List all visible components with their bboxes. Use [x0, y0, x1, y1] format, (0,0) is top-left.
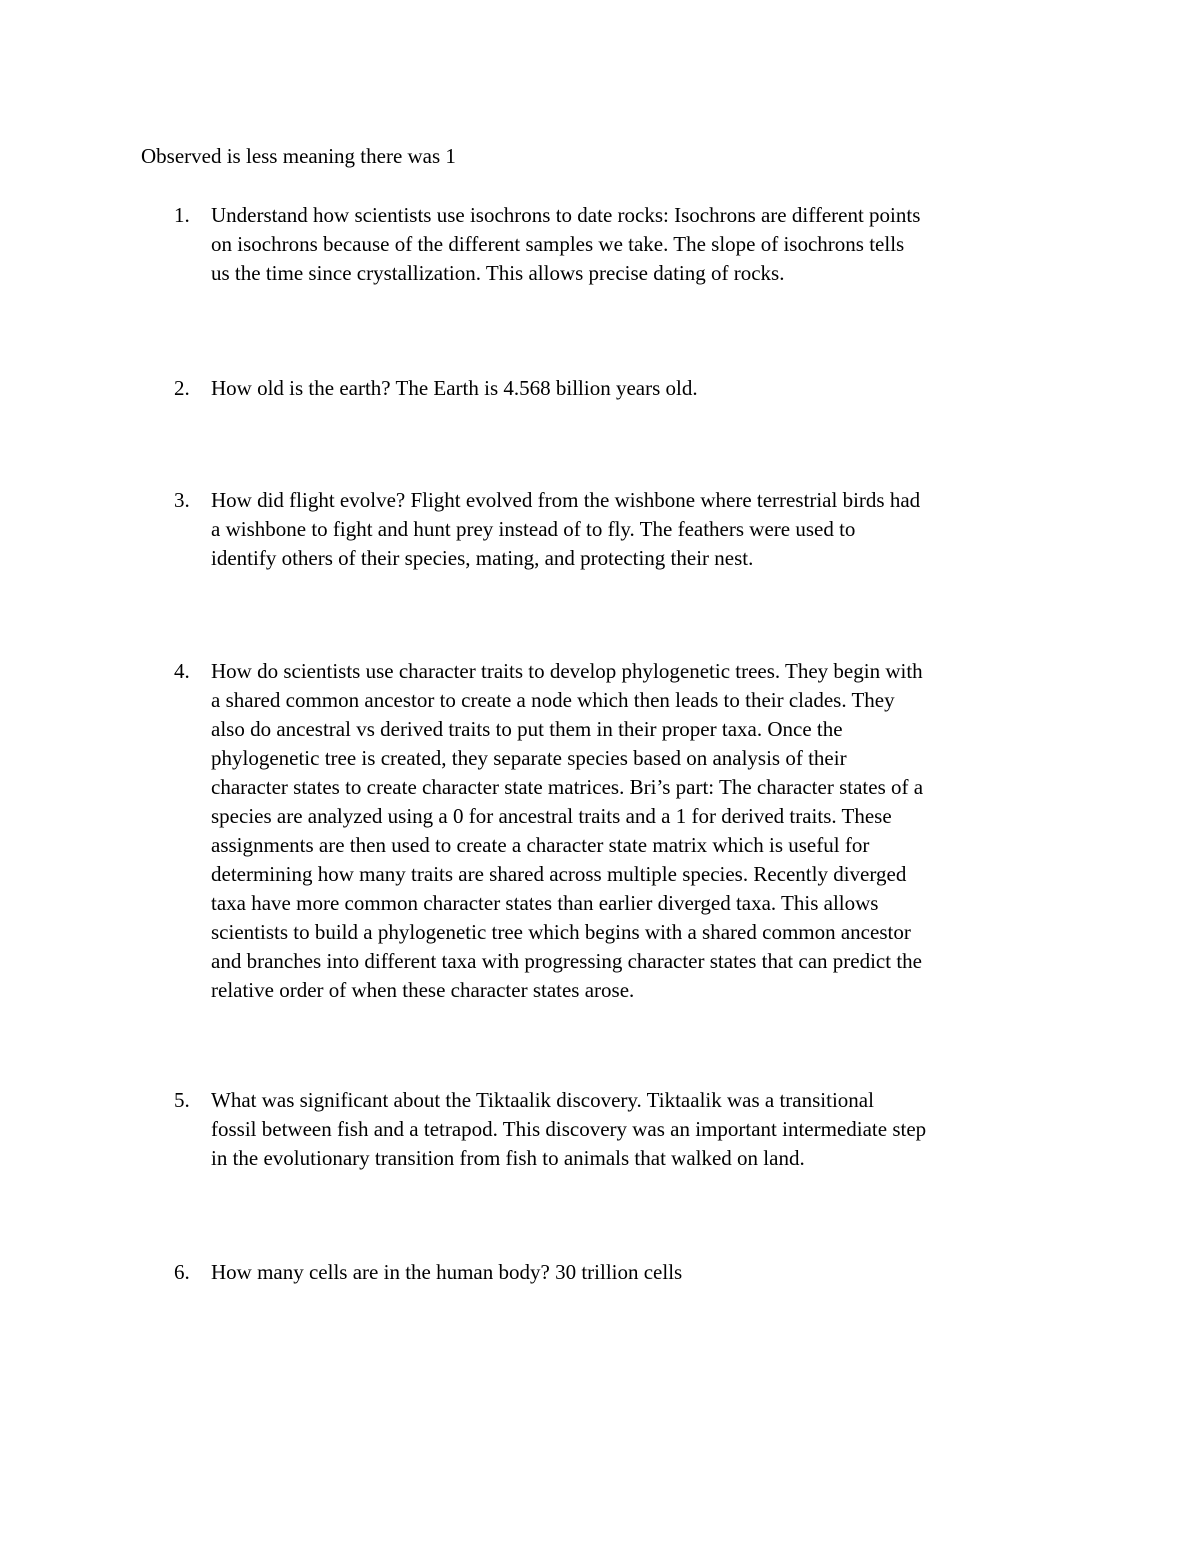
item-line: Understand how scientists use isochrons to date rocks: Isochrons are different points	[211, 203, 921, 227]
item-number: 2.	[174, 376, 190, 400]
item-number: 5.	[174, 1088, 190, 1112]
item-line: What was significant about the Tiktaalik discovery. Tiktaalik was a transitional	[211, 1088, 874, 1112]
item-line: relative order of when these character states arose.	[211, 978, 635, 1002]
intro-line: Observed is less meaning there was 1	[141, 144, 456, 168]
item-line: species are analyzed using a 0 for ancestral traits and a 1 for derived traits. These	[211, 804, 892, 828]
list-item	[174, 1258, 1044, 1287]
list-item	[174, 657, 1044, 1005]
item-line: phylogenetic tree is created, they separate species based on analysis of their	[211, 746, 847, 770]
item-line: in the evolutionary transition from fish to animals that walked on land.	[211, 1146, 805, 1170]
item-text	[211, 1086, 1031, 1173]
list-item	[174, 201, 1044, 288]
item-line: also do ancestral vs derived traits to put them in their proper taxa. Once the	[211, 717, 843, 741]
item-line: scientists to build a phylogenetic tree which begins with a shared common ancestor	[211, 920, 911, 944]
list-item	[174, 374, 1044, 403]
item-line: and branches into different taxa with progressing character states that can predict the	[211, 949, 922, 973]
item-line: us the time since crystallization. This allows precise dating of rocks.	[211, 261, 785, 285]
item-number: 3.	[174, 488, 190, 512]
item-line: How many cells are in the human body? 30 trillion cells	[211, 1260, 683, 1284]
item-line: identify others of their species, mating, and protecting their nest.	[211, 546, 754, 570]
item-text	[211, 657, 1031, 1005]
item-line: determining how many traits are shared across multiple species. Recently diverged	[211, 862, 907, 886]
item-line: a wishbone to fight and hunt prey instead of to fly. The feathers were used to	[211, 517, 856, 541]
list-item	[174, 486, 1044, 573]
item-line: character states to create character state matrices. Bri’s part: The character states of a	[211, 775, 924, 799]
item-number: 4.	[174, 659, 190, 683]
item-line: assignments are then used to create a character state matrix which is useful for	[211, 833, 870, 857]
item-line: How do scientists use character traits to develop phylogenetic trees. They begin with	[211, 659, 923, 683]
item-number: 1.	[174, 203, 190, 227]
item-text	[211, 1258, 1031, 1287]
list-item	[174, 1086, 1044, 1173]
item-text	[211, 201, 1031, 288]
item-line: How old is the earth? The Earth is 4.568 billion years old.	[211, 376, 698, 400]
item-line: How did flight evolve? Flight evolved from the wishbone where terrestrial birds had	[211, 488, 921, 512]
item-line: on isochrons because of the different samples we take. The slope of isochrons tells	[211, 232, 905, 256]
item-line: taxa have more common character states than earlier diverged taxa. This allows	[211, 891, 879, 915]
item-line: fossil between fish and a tetrapod. This discovery was an important intermediate step	[211, 1117, 927, 1141]
item-line: a shared common ancestor to create a node which then leads to their clades. They	[211, 688, 895, 712]
item-number: 6.	[174, 1260, 190, 1284]
item-text	[211, 486, 1031, 573]
item-text	[211, 374, 1031, 403]
